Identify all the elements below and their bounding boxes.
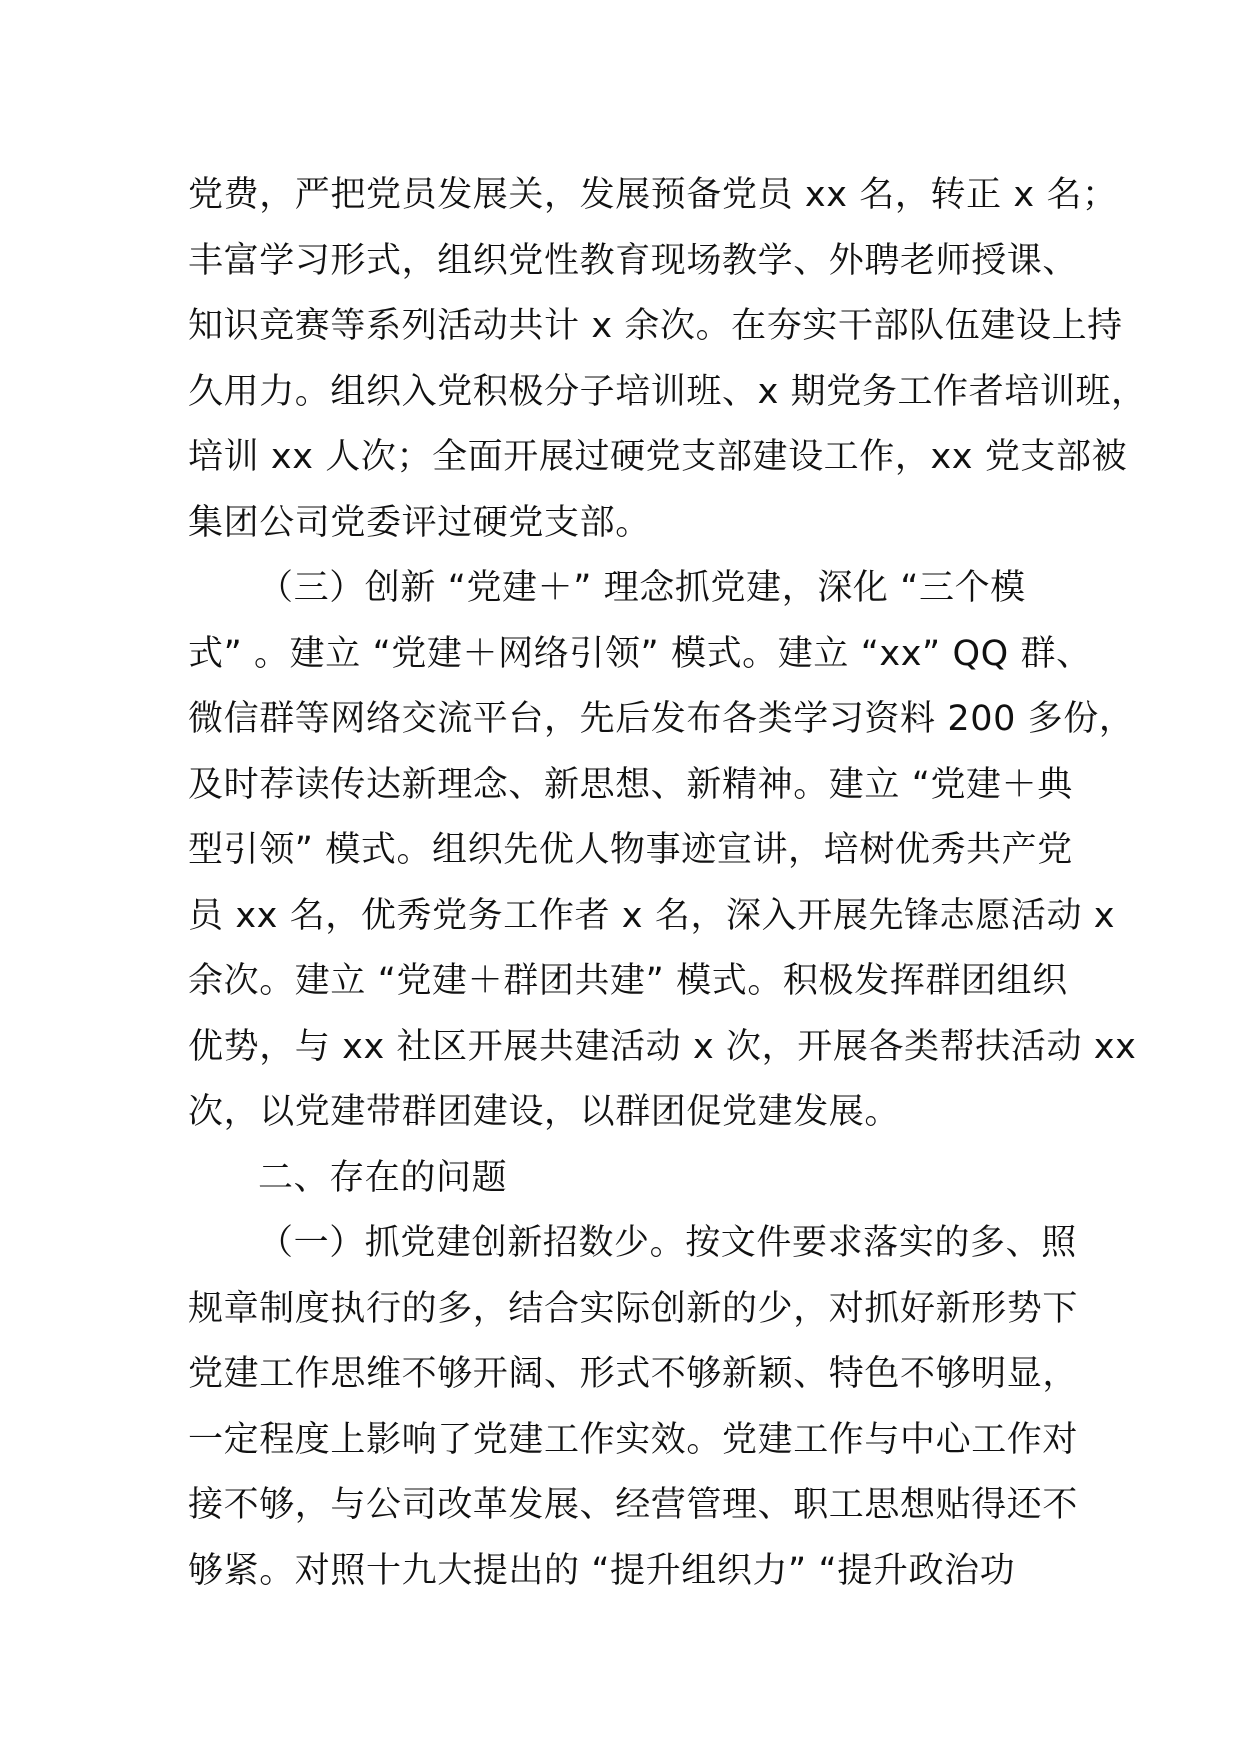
text-line: 党费，严把党员发展关，发展预备党员 xx 名，转正 x 名；	[188, 175, 1118, 215]
text-line: 微信群等网络交流平台，先后发布各类学习资料 200 多份，	[188, 699, 1135, 739]
text-line: 一定程度上影响了党建工作实效。党建工作与中心工作对	[188, 1419, 1079, 1460]
section-heading-problems: 二、存在的问题	[258, 1157, 508, 1198]
text-line: 式” 。建立 “党建＋网络引领” 模式。建立 “xx” QQ 群、	[188, 633, 1092, 674]
text-line: 及时荐读传达新理念、新思想、新精神。建立 “党建＋典	[188, 764, 1073, 805]
section-heading-innovation: （三）创新 “党建＋” 理念抓党建，深化 “三个模	[258, 568, 1026, 608]
subsection-heading-innovation-lacking: （一）抓党建创新招数少。按文件要求落实的多、照	[258, 1223, 1077, 1263]
body-text	[188, 163, 1147, 1604]
text-line: 次，以党建带群团建设，以群团促党建发展。	[188, 1092, 901, 1132]
text-line: 党建工作思维不够开阔、形式不够新颖、特色不够明显，	[188, 1354, 1079, 1394]
text-line: 优势，与 xx 社区开展共建活动 x 次，开展各类帮扶活动 xx	[188, 1026, 1137, 1067]
text-line: 丰富学习形式，组织党性教育现场教学、外聘老师授课、	[188, 240, 1079, 281]
text-line: 员 xx 名，优秀党务工作者 x 名，深入开展先锋志愿活动 x	[188, 895, 1116, 936]
text-line: 久用力。组织入党积极分子培训班、x 期党务工作者培训班，	[188, 371, 1147, 412]
text-line: 接不够，与公司改革发展、经营管理、职工思想贴得还不	[188, 1485, 1079, 1525]
text-line: 余次。建立 “党建＋群团共建” 模式。积极发挥群团组织	[188, 961, 1068, 1001]
text-line: 规章制度执行的多，结合实际创新的少，对抓好新形势下	[188, 1288, 1079, 1329]
text-line: 型引领” 模式。组织先优人物事迹宣讲，培树优秀共产党	[188, 830, 1073, 870]
text-line: 培训 xx 人次；全面开展过硬党支部建设工作，xx 党支部被	[188, 437, 1128, 477]
text-line: 知识竞赛等系列活动共计 x 余次。在夯实干部队伍建设上持	[188, 306, 1123, 346]
text-line: 够紧。对照十九大提出的 “提升组织力” “提升政治功	[188, 1550, 1016, 1591]
text-line: 集团公司党委评过硬党支部。	[188, 502, 651, 543]
